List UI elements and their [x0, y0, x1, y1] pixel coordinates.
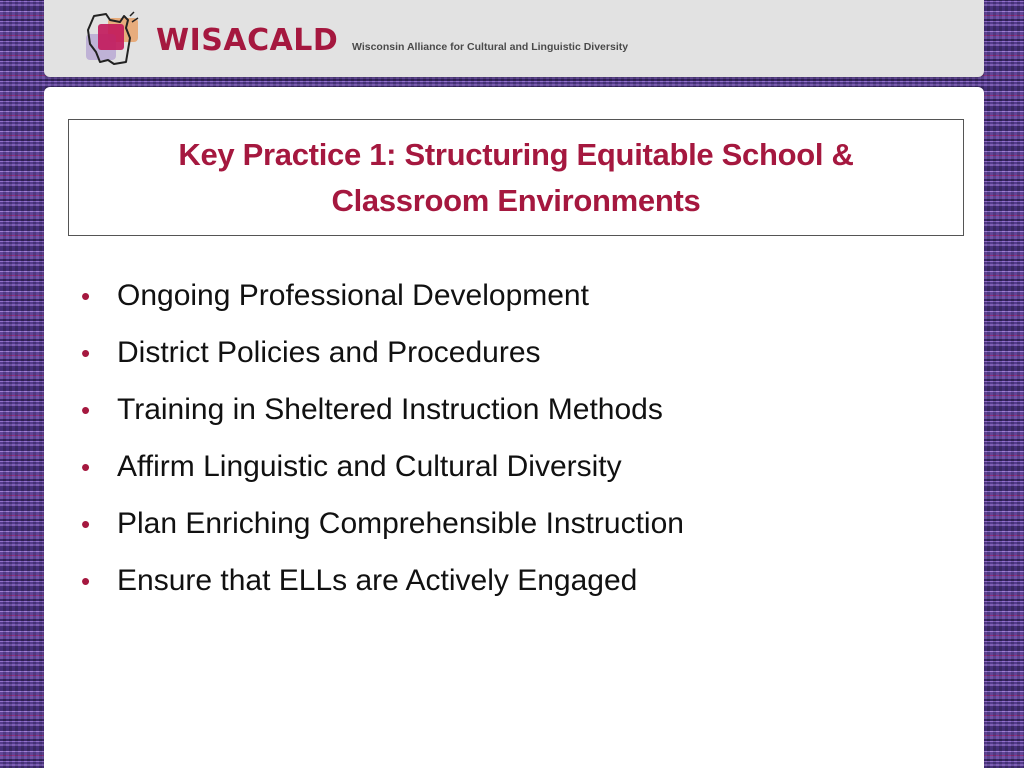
- bullet-item: [74, 271, 684, 328]
- wisconsin-logo-icon: [80, 10, 144, 70]
- bullet-item: [74, 556, 684, 613]
- bullet-text: Ongoing Professional Development: [117, 279, 589, 312]
- bullet-item: [74, 385, 684, 442]
- bullet-icon: •: [81, 395, 91, 425]
- slide-body: [44, 87, 984, 768]
- bullet-icon: •: [81, 509, 91, 539]
- brand-name: WISACALD: [156, 23, 339, 58]
- slide-title-box: [68, 119, 964, 236]
- bullet-icon: •: [81, 566, 91, 596]
- bullet-icon: •: [81, 338, 91, 368]
- header-bar: [44, 0, 984, 77]
- bullet-text: Plan Enriching Comprehensible Instruction: [117, 507, 684, 540]
- bullet-icon: •: [81, 281, 91, 311]
- bullet-text: District Policies and Procedures: [117, 336, 541, 369]
- bullet-item: [74, 499, 684, 556]
- bullet-text: Affirm Linguistic and Cultural Diversity: [117, 450, 622, 483]
- bullet-list: [74, 271, 684, 613]
- slide-title-line-1: Key Practice 1: Structuring Equitable School &: [178, 136, 854, 172]
- bullet-item: [74, 328, 684, 385]
- bullet-item: [74, 442, 684, 499]
- bullet-text: Training in Sheltered Instruction Methods: [117, 393, 663, 426]
- bullet-icon: •: [81, 452, 91, 482]
- brand-tagline: Wisconsin Alliance for Cultural and Linguistic Diversity: [352, 41, 629, 53]
- bullet-text: Ensure that ELLs are Actively Engaged: [117, 564, 638, 597]
- slide-title-line-2: Classroom Environments: [331, 182, 701, 218]
